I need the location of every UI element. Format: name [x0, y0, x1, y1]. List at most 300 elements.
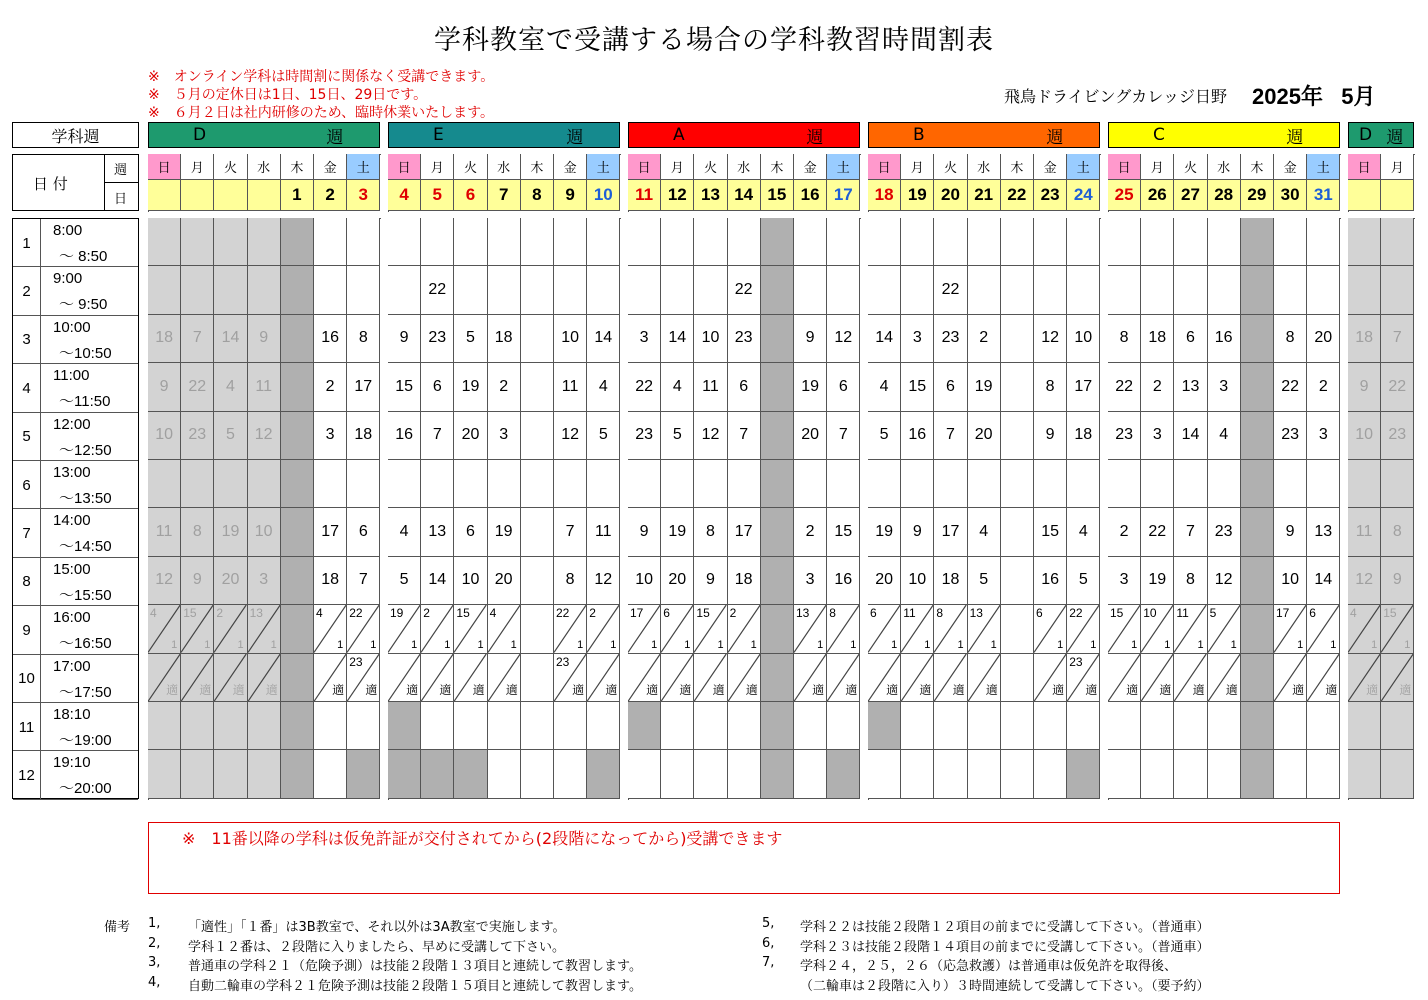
schedule-cell [934, 605, 967, 653]
schedule-cell [728, 315, 761, 363]
aptitude-mark: 適 [1225, 682, 1238, 697]
lecture-number: 22 [556, 606, 570, 621]
schedule-cell [388, 702, 421, 750]
date-cell [214, 180, 247, 211]
schedule-cell [421, 315, 454, 363]
date-cell [661, 180, 694, 211]
schedule-cell [1067, 218, 1100, 266]
date-cell [934, 180, 967, 211]
date-cell [694, 180, 727, 211]
schedule-cell [1067, 750, 1100, 798]
schedule-cell [347, 557, 380, 605]
aptitude-mark: 適 [439, 682, 452, 697]
schedule-cell [934, 315, 967, 363]
lecture-number: 14 [1314, 571, 1333, 589]
lecture-number: 11 [594, 523, 612, 541]
period-number: 1 [13, 219, 41, 267]
date-cell [388, 180, 421, 211]
lecture-number: 22 [1148, 523, 1167, 541]
schedule-cell [1307, 266, 1340, 314]
period-start: 12:00 [53, 415, 91, 433]
day-name: 水 [488, 154, 521, 180]
lecture-number: 8 [565, 571, 575, 589]
schedule-cell [148, 218, 181, 266]
period-row [13, 509, 138, 557]
date-cell [968, 180, 1001, 211]
schedule-cell [281, 750, 314, 798]
period-end: ～13:50 [59, 490, 112, 507]
day-name: 土 [1067, 154, 1100, 180]
schedule-cell [661, 654, 694, 702]
lecture-number: 12 [561, 426, 579, 444]
period-start: 13:00 [53, 464, 91, 481]
aptitude-mark: 適 [406, 682, 419, 697]
schedule-cell [761, 557, 794, 605]
schedule-cell [1381, 363, 1414, 411]
aptitude-mark: 適 [886, 682, 899, 697]
date-number: 3 [358, 185, 369, 204]
day-name: 火 [934, 154, 967, 180]
lecture-number: 23 [1115, 426, 1133, 444]
period-number: 5 [13, 413, 41, 461]
lecture-number: 13 [1314, 523, 1333, 541]
schedule-cell [454, 315, 487, 363]
lecture-number: 5 [466, 329, 475, 347]
schedule-cell [1108, 557, 1141, 605]
schedule-cell [388, 654, 421, 702]
schedule-cell [1108, 218, 1141, 266]
lecture-number: 23 [734, 329, 753, 347]
period-end: ～10:50 [59, 344, 112, 362]
schedule-cell [1141, 218, 1174, 266]
period-number: 10 [13, 655, 41, 703]
day-name: 火 [1174, 154, 1207, 180]
week-name: A [673, 125, 685, 145]
aptitude-mark: 適 [332, 682, 345, 697]
week-suffix: 週 [806, 127, 824, 148]
schedule-cell [868, 750, 901, 798]
schedule-cell [901, 460, 934, 508]
lecture-number: 8 [1119, 329, 1129, 347]
lecture-number: 3 [325, 426, 335, 444]
schedule-cell [761, 363, 794, 411]
lecture-number: 6 [870, 606, 877, 621]
schedule-cell [1108, 315, 1141, 363]
schedule-cell [968, 412, 1001, 460]
period-row [13, 267, 138, 315]
period-number: 7 [13, 509, 41, 557]
schedule-cell [1034, 605, 1067, 653]
day-name: 金 [314, 154, 347, 180]
date-cell [1208, 180, 1241, 211]
schedule-cell [314, 654, 347, 702]
schedule-cell [214, 266, 247, 314]
schedule-cell [628, 654, 661, 702]
schedule-cell [587, 508, 620, 556]
lecture-number: 9 [706, 571, 715, 589]
schedule-cell [968, 750, 1001, 798]
date-number: 22 [1007, 185, 1027, 204]
schedule-cell [1174, 315, 1207, 363]
schedule-cell [1241, 508, 1274, 556]
period-start: 10:00 [53, 318, 91, 336]
lecture-number: 4 [1219, 426, 1229, 444]
date-cell [1307, 180, 1340, 211]
lecture-number: 6 [1186, 329, 1195, 347]
schedule-cell [1141, 557, 1174, 605]
lecture-number: 3 [1219, 377, 1229, 395]
schedule-cell [388, 605, 421, 653]
lecture-number: 8 [358, 329, 368, 347]
schedule-cell [421, 702, 454, 750]
schedule-cell [347, 750, 380, 798]
schedule-cell [1208, 412, 1241, 460]
remarks-label: 備考 [104, 920, 131, 935]
schedule-cell [868, 460, 901, 508]
schedule-cell [181, 412, 214, 460]
schedule-cell [1174, 266, 1207, 314]
aptitude-mark: 適 [919, 682, 932, 697]
schedule-cell [148, 363, 181, 411]
count-mark: 1 [990, 638, 997, 651]
date-number: 26 [1147, 185, 1167, 204]
lecture-number: 14 [594, 329, 613, 347]
period-start: 16:00 [53, 609, 91, 627]
lecture-number: 19 [221, 523, 240, 541]
schedule-cell [1208, 750, 1241, 798]
period-row [13, 558, 138, 606]
lecture-number: 18 [1148, 329, 1167, 347]
schedule-cell [281, 315, 314, 363]
schedule-cell [628, 412, 661, 460]
schedule-cell [1001, 363, 1034, 411]
lecture-number: 15 [183, 606, 197, 621]
schedule-cell [694, 750, 727, 798]
date-cell [868, 180, 901, 211]
aptitude-mark: 適 [1052, 682, 1065, 697]
page-title: 学科教室で受講する場合の学科教習時間割表 [434, 25, 994, 56]
schedule-cell [968, 363, 1001, 411]
schedule-cell [827, 654, 860, 702]
lecture-number: 2 [216, 606, 224, 621]
schedule-cell [248, 702, 281, 750]
lecture-number: 10 [1074, 329, 1093, 347]
schedule-cell [314, 412, 347, 460]
schedule-cell [661, 750, 694, 798]
lecture-number: 19 [801, 377, 819, 395]
schedule-cell [421, 605, 454, 653]
day-name: 火 [454, 154, 487, 180]
schedule-cell [454, 266, 487, 314]
week-suffix: 週 [1386, 127, 1404, 148]
lecture-number: 23 [556, 654, 570, 669]
schedule-cell [454, 412, 487, 460]
schedule-cell [1241, 460, 1274, 508]
schedule-cell [521, 266, 554, 314]
lecture-number: 12 [594, 571, 613, 589]
schedule-cell [1141, 605, 1174, 653]
week-label-header: 学科週 [12, 122, 139, 148]
schedule-cell [901, 363, 934, 411]
schedule-cell [1001, 460, 1034, 508]
aptitude-mark: 適 [679, 682, 692, 697]
day-name: 日 [1108, 154, 1141, 180]
schedule-cell [1208, 218, 1241, 266]
lecture-number: 5 [1209, 606, 1217, 621]
schedule-cell [728, 750, 761, 798]
schedule-cell [761, 702, 794, 750]
schedule-cell [421, 750, 454, 798]
lecture-number: 4 [489, 606, 497, 621]
schedule-cell [587, 266, 620, 314]
lecture-number: 12 [1355, 571, 1373, 589]
schedule-cell [968, 266, 1001, 314]
schedule-cell [694, 702, 727, 750]
schedule-cell [148, 702, 181, 750]
schedule-cell [148, 750, 181, 798]
schedule-cell [968, 508, 1001, 556]
schedule-cell [248, 557, 281, 605]
schedule-cell [521, 460, 554, 508]
schedule-cell [901, 412, 934, 460]
schedule-cell [148, 266, 181, 314]
day-name: 木 [521, 154, 554, 180]
lecture-number: 4 [672, 377, 682, 395]
schedule-cell [1208, 605, 1241, 653]
lecture-number: 14 [668, 329, 687, 347]
lecture-number: 13 [1181, 377, 1200, 395]
lecture-number: 2 [1119, 523, 1129, 541]
lecture-number: 11 [1355, 523, 1373, 541]
schedule-cell [1174, 508, 1207, 556]
schedule-cell [901, 750, 934, 798]
schedule-cell [1348, 750, 1381, 798]
lecture-number: 17 [734, 523, 753, 541]
period-row [13, 413, 138, 461]
schedule-cell [1241, 557, 1274, 605]
schedule-cell [488, 315, 521, 363]
schedule-cell [1034, 557, 1067, 605]
schedule-cell [587, 218, 620, 266]
period-start: 17:00 [53, 657, 91, 675]
schedule-cell [694, 412, 727, 460]
lecture-number: 2 [805, 523, 815, 541]
schedule-cell [901, 508, 934, 556]
schedule-cell [421, 218, 454, 266]
period-start: 8:00 [53, 222, 83, 239]
lecture-number: 9 [912, 523, 922, 541]
lecture-number: 15 [834, 523, 853, 541]
schedule-cell [1001, 218, 1034, 266]
schedule-cell [1348, 218, 1381, 266]
schedule-cell [1208, 702, 1241, 750]
schedule-cell [181, 702, 214, 750]
lecture-number: 3 [639, 329, 649, 347]
period-start: 19:10 [53, 754, 91, 772]
schedule-cell [794, 557, 827, 605]
schedule-cell [968, 315, 1001, 363]
schedule-cell [388, 363, 421, 411]
lecture-number: 17 [354, 377, 373, 395]
remark-number: 6, [762, 935, 775, 951]
schedule-cell [901, 218, 934, 266]
schedule-cell [488, 654, 521, 702]
period-row [13, 751, 138, 799]
week-name: B [913, 125, 925, 145]
schedule-cell [901, 702, 934, 750]
lecture-number: 15 [1110, 606, 1124, 621]
schedule-cell [728, 412, 761, 460]
lecture-number: 14 [221, 329, 240, 347]
schedule-cell [1067, 654, 1100, 702]
remark-number: 1, [148, 916, 161, 931]
schedule-cell [421, 460, 454, 508]
lecture-number: 4 [150, 606, 157, 621]
schedule-cell [347, 266, 380, 314]
schedule-cell [827, 557, 860, 605]
lecture-number: 23 [1069, 654, 1083, 669]
schedule-cell [628, 266, 661, 314]
count-mark: 1 [651, 638, 658, 651]
lecture-number: 5 [1078, 571, 1088, 589]
lecture-number: 2 [325, 377, 335, 395]
period-start: 18:10 [53, 706, 91, 723]
aptitude-mark: 適 [199, 682, 212, 697]
date-number: 10 [593, 185, 613, 204]
schedule-cell [281, 557, 314, 605]
day-name: 日 [388, 154, 421, 180]
lecture-number: 8 [829, 606, 836, 621]
schedule-cell [1174, 363, 1207, 411]
schedule-cell [587, 702, 620, 750]
lecture-number: 19 [1148, 571, 1167, 589]
lecture-number: 19 [668, 523, 687, 541]
date-number: 1 [292, 185, 302, 204]
period-end: ～ 8:50 [59, 248, 108, 265]
aptitude-mark: 適 [952, 682, 965, 697]
lecture-number: 6 [358, 523, 368, 541]
schedule-cell [1034, 702, 1067, 750]
schedule-cell [827, 750, 860, 798]
schedule-cell [421, 363, 454, 411]
date-number: 8 [532, 185, 542, 204]
lecture-number: 7 [838, 426, 848, 444]
schedule-cell [661, 508, 694, 556]
schedule-cell [554, 557, 587, 605]
schedule-cell [314, 750, 347, 798]
lecture-number: 7 [358, 571, 368, 589]
schedule-cell [148, 412, 181, 460]
lecture-number: 22 [428, 281, 447, 299]
schedule-cell [1348, 605, 1381, 653]
schedule-cell [794, 702, 827, 750]
date-cell [148, 180, 181, 211]
schedule-cell [181, 750, 214, 798]
period-start: 11:00 [53, 367, 90, 385]
schedule-cell [1067, 605, 1100, 653]
schedule-cell [934, 412, 967, 460]
lecture-number: 17 [941, 523, 960, 541]
schedule-cell [1274, 557, 1307, 605]
lecture-number: 6 [838, 377, 848, 395]
schedule-cell [181, 218, 214, 266]
schedule-cell [181, 557, 214, 605]
schedule-cell [181, 654, 214, 702]
lecture-number: 4 [879, 377, 889, 395]
lecture-number: 17 [1074, 377, 1093, 395]
schedule-cell [314, 363, 347, 411]
schedule-cell [1307, 412, 1340, 460]
period-end: ～ 9:50 [59, 296, 108, 314]
schedule-cell [628, 218, 661, 266]
lecture-number: 4 [1078, 523, 1088, 541]
lecture-number: 2 [979, 329, 989, 347]
lecture-number: 20 [1314, 329, 1333, 347]
schedule-cell [628, 605, 661, 653]
schedule-cell [968, 557, 1001, 605]
lecture-number: 10 [1143, 606, 1157, 621]
date-cell [628, 180, 661, 211]
schedule-cell [1307, 363, 1340, 411]
schedule-cell [1307, 750, 1340, 798]
schedule-cell [281, 605, 314, 653]
count-mark: 1 [1230, 638, 1237, 651]
period-column [12, 218, 139, 799]
date-cell [587, 180, 620, 211]
period-number: 11 [13, 703, 41, 751]
schedule-cell [1348, 508, 1381, 556]
count-mark: 1 [370, 638, 377, 651]
week-header-d [148, 122, 380, 148]
lecture-number: 22 [941, 281, 960, 299]
date-cell [1141, 180, 1174, 211]
schedule-cell [1108, 460, 1141, 508]
lecture-number: 23 [1214, 523, 1233, 541]
lecture-number: 9 [1392, 571, 1402, 589]
date-number: 2 [325, 185, 335, 204]
period-row [13, 316, 138, 364]
lecture-number: 15 [908, 377, 927, 395]
schedule-cell [181, 363, 214, 411]
schedule-cell [587, 557, 620, 605]
count-mark: 1 [270, 638, 277, 651]
week-header-a [628, 122, 860, 148]
schedule-cell [248, 508, 281, 556]
remark-text: 自動二輪車の学科２１危険予測は技能２段階１５項目と連続して教習します。 [188, 978, 642, 994]
schedule-cell [1274, 315, 1307, 363]
schedule-cell [148, 315, 181, 363]
schedule-cell [1307, 605, 1340, 653]
aptitude-mark: 適 [745, 682, 758, 697]
lecture-number: 8 [192, 523, 202, 541]
schedule-cell [1348, 315, 1381, 363]
lecture-number: 10 [1281, 571, 1299, 589]
lecture-number: 10 [635, 571, 653, 589]
schedule-cell [1381, 750, 1414, 798]
period-end: ～14:50 [59, 538, 112, 556]
schedule-cell [1174, 218, 1207, 266]
schedule-cell [628, 315, 661, 363]
lecture-number: 7 [192, 329, 202, 347]
schedule-cell [1067, 702, 1100, 750]
schedule-cell [554, 654, 587, 702]
schedule-cell [1034, 315, 1067, 363]
lecture-number: 16 [908, 426, 927, 444]
count-mark: 1 [1164, 638, 1171, 651]
schedule-cell [661, 315, 694, 363]
period-end: ～11:50 [59, 393, 111, 411]
schedule-cell [1174, 654, 1207, 702]
